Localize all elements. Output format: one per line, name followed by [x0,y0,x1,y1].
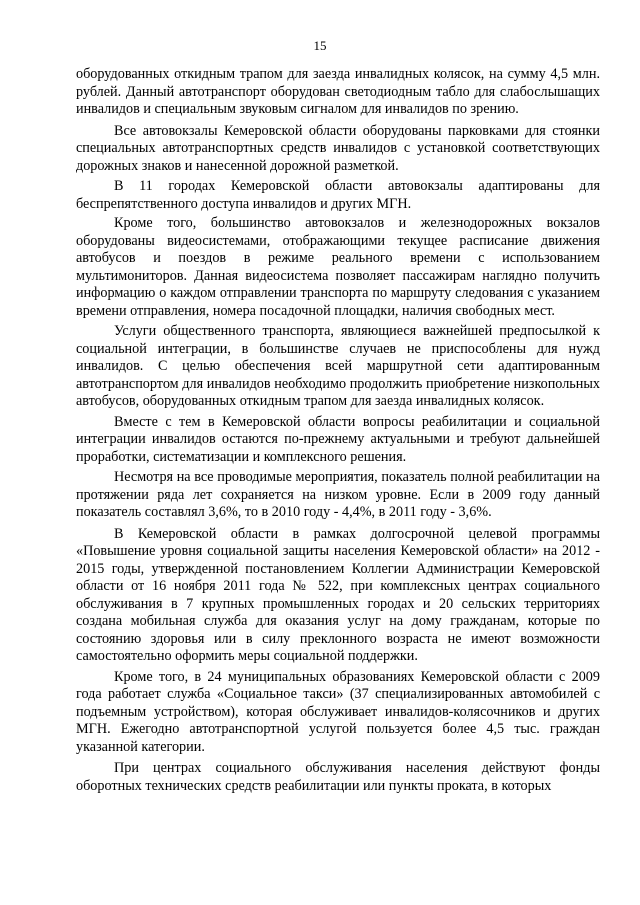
paragraph-8: В Кемеровской области в рамках долгосрочной целевой программы «Повышение уровня социальной защиты населения Кемеровской области» на 2012 - 2015 годы, утвержденной постановлением Коллегии Администрации Кемеровской области от 16 ноября 2011 года № 522, при комплексных центрах социального обслуживания в 7 крупных промышленных городах и 20 сельских территориях создана мобильная служба для оказания услуг на дому гражданам, которые по состоянию здоровья или в силу преклонного возраста не имеют возможности самостоятельно оформить меры социальной поддержки. [76,525,600,664]
document-body [76,66,600,795]
paragraph-3: В 11 городах Кемеровской области автовокзалы адаптированы для беспрепятственного доступа инвалидов и других МГН. [76,178,600,212]
page-number: 15 [313,38,327,53]
paragraph-1: оборудованных откидным трапом для заезда инвалидных колясок, на сумму 4,5 млн. рублей. Данный автотранспорт оборудован светодиодным табло для слабослышащих инвалидов и специальным звуковым сигналом для инвалидов по зрению. [76,66,600,117]
paragraph-6: Вместе с тем в Кемеровской области вопросы реабилитации и социальной интеграции инвалидов остаются по-прежнему актуальными и требуют дальнейшей проработки, систематизации и комплексного решения. [76,413,600,465]
paragraph-2: Все автовокзалы Кемеровской области оборудованы парковками для стоянки специальных автотранспортных средств инвалидов с установкой соответствующих дорожных знаков и нанесенной дорожной разметкой. [76,122,600,174]
paragraph-10: При центрах социального обслуживания населения действуют фонды оборотных технических средств реабилитации или пункты проката, в которых [76,760,600,794]
paragraph-9: Кроме того, в 24 муниципальных образованиях Кемеровской области с 2009 года работает служба «Социальное такси» (37 специализированных автомобилей с подъемным устройством), которая обслуживает инвалидов-колясочников и других МГН. Ежегодно автотранспортной услугой пользуется более 4,5 тыс. граждан указанной категории. [76,668,600,755]
paragraph-4: Кроме того, большинство автовокзалов и железнодорожных вокзалов оборудованы видеосистемами, отображающими текущее расписание движения автобусов и поездов в режиме реального времени с использованием мультимониторов. Данная видеосистема позволяет пассажирам наглядно получить информацию о каждом отправлении транспорта по маршруту следования с указанием времени отправления, номера посадочной площадки, наличия свободных мест. [76,215,600,319]
paragraph-5: Услуги общественного транспорта, являющиеся важнейшей предпосылкой к социальной интеграции, в большинстве случаев не приспособлены для нужд инвалидов. С целью обеспечения всей маршрутной сети адаптированным автотранспортом для инвалидов необходимо продолжить приобретение низкопольных автобусов, оборудованных откидным трапом для заезда инвалидных колясок. [76,323,600,409]
paragraph-7: Несмотря на все проводимые мероприятия, показатель полной реабилитации на протяжении ряда лет сохраняется на низком уровне. Если в 2009 году данный показатель составлял 3,6%, то в 2010 году - 4,4%, в 2011 году - 3,6%. [76,469,600,520]
